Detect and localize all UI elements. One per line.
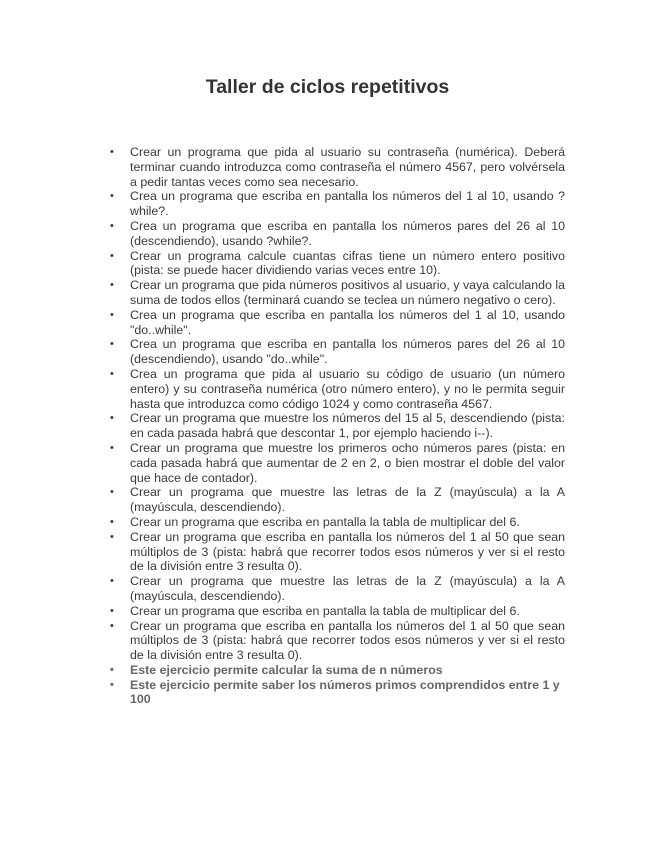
bullet-icon: • — [110, 515, 114, 528]
exercise-text: Crear un programa que escriba en pantalla los números del 1 al 50 que sean múltiplos de 3 (pista: habrá que recorrer todos esos números y ver si el resto de la división entre 3 resulta 0). — [130, 618, 565, 663]
bullet-icon: • — [110, 308, 114, 321]
exercise-item — [108, 337, 565, 367]
exercise-text: Crear un programa que pida números positivos al usuario, y vaya calculando la suma de todos ellos (terminará cuando se teclea un número negativo o cero). — [130, 278, 565, 307]
exercise-text: Crea un programa que pida al usuario su código de usuario (un número entero) y su contraseña numérica (otro número entero), y no le permita seguir hasta que introduzca como código 1024 y como contraseña 4567. — [130, 366, 565, 411]
exercise-item — [108, 278, 565, 308]
exercise-text: Crear un programa que escriba en pantalla los números del 1 al 50 que sean múltiplos de 3 (pista: habrá que recorrer todos esos números y ver si el resto de la división entre 3 resulta 0). — [130, 529, 565, 574]
exercise-text: Crear un programa calcule cuantas cifras tiene un número entero positivo (pista: se puede hacer dividiendo varias veces entre 10). — [130, 248, 565, 278]
exercise-item — [108, 604, 565, 619]
bullet-icon: • — [110, 190, 114, 203]
bullet-icon: • — [110, 367, 114, 380]
exercise-item — [108, 515, 565, 530]
bullet-icon: • — [110, 338, 114, 351]
bullet-icon: • — [110, 678, 114, 691]
bullet-icon: • — [110, 604, 114, 617]
bullet-icon: • — [110, 530, 114, 543]
exercise-item — [108, 530, 565, 574]
exercise-text: Crea un programa que escriba en pantalla los números del 1 al 10, usando ?while?. — [130, 189, 565, 219]
bullet-icon: • — [110, 486, 114, 499]
bullet-icon: • — [110, 249, 114, 262]
exercise-item — [108, 441, 565, 485]
exercise-item — [108, 145, 565, 189]
exercise-text: Este ejercicio permite saber los números primos comprendidos entre 1 y 100 — [130, 677, 560, 707]
bullet-icon: • — [110, 575, 114, 588]
bullet-icon: • — [110, 663, 114, 676]
bullet-icon: • — [110, 441, 114, 454]
exercise-text: Crea un programa que escriba en pantalla los números del 1 al 10, usando "do..while". — [130, 307, 565, 337]
exercise-item — [108, 189, 565, 219]
bullet-icon: • — [110, 146, 114, 158]
exercise-text: Crear un programa que pida al usuario su contraseña (numérica). Deberá terminar cuando introduzca como contraseña el número 4567, pero volvérsela a pedir tantas veces como sea necesario. — [130, 145, 565, 189]
exercise-text: Este ejercicio permite calcular la suma de n números — [130, 662, 443, 677]
exercise-item — [108, 411, 565, 441]
bullet-icon: • — [110, 619, 114, 632]
exercise-item — [108, 574, 565, 604]
exercise-item — [108, 367, 565, 411]
exercise-item — [108, 663, 565, 678]
exercise-item — [108, 249, 565, 279]
exercise-item — [108, 678, 565, 708]
exercise-list — [108, 145, 565, 707]
document-title: Taller de ciclos repetitivos — [205, 76, 450, 98]
exercise-item — [108, 308, 565, 338]
exercise-text: Crea un programa que escriba en pantalla los números pares del 26 al 10 (descendiendo), usando "do..while". — [130, 337, 565, 367]
exercise-text: Crear un programa que muestre los números del 15 al 5, descendiendo (pista: en cada pasada habrá que descontar 1, por ejemplo haciendo i--). — [130, 411, 565, 441]
exercise-text: Crear un programa que muestre las letras de la Z (mayúscula) a la A (mayúscula, descendiendo). — [130, 574, 565, 603]
exercise-text: Crear un programa que escriba en pantalla la tabla de multiplicar del 6. — [130, 603, 520, 618]
exercise-text: Crear un programa que escriba en pantalla la tabla de multiplicar del 6. — [130, 514, 520, 529]
exercise-item — [108, 485, 565, 515]
bullet-icon: • — [110, 219, 114, 232]
exercise-item — [108, 219, 565, 249]
exercise-text: Crea un programa que escriba en pantalla los números pares del 26 al 10 (descendiendo), usando ?while?. — [130, 218, 565, 248]
exercise-text: Crear un programa que muestre los primeros ocho números pares (pista: en cada pasada habrá que aumentar de 2 en 2, o bien mostrar el doble del valor que hace de contador). — [130, 440, 565, 485]
bullet-icon: • — [110, 412, 114, 425]
bullet-icon: • — [110, 279, 114, 292]
exercise-item — [108, 619, 565, 663]
exercise-text: Crear un programa que muestre las letras de la Z (mayúscula) a la A (mayúscula, descendiendo). — [130, 485, 565, 515]
